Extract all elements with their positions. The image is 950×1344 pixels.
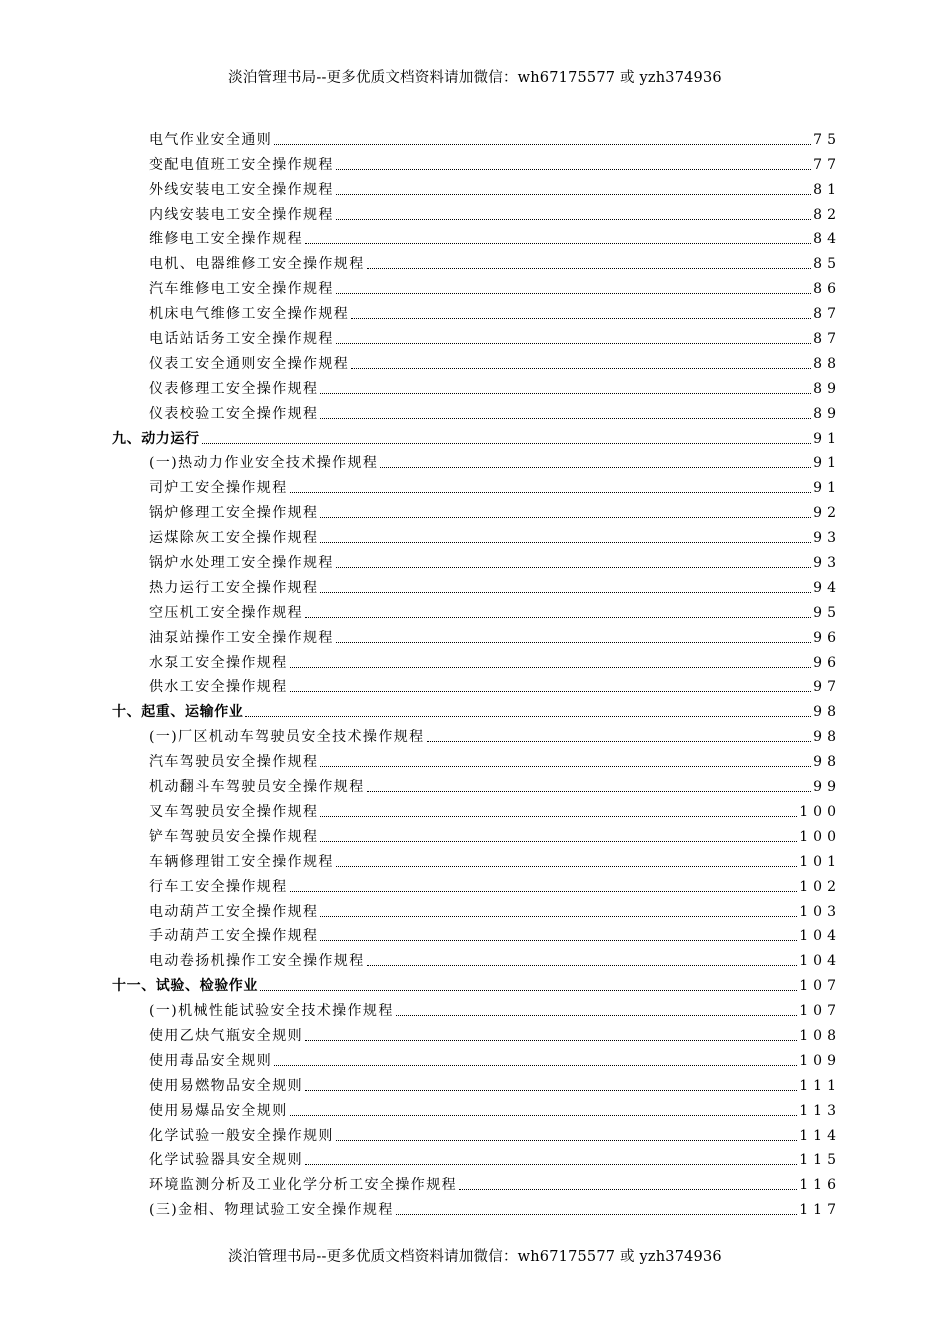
- toc-page-number: 107: [799, 1003, 841, 1020]
- toc-entry-label: 使用毒品安全规则: [149, 1052, 273, 1069]
- dot-leader: [320, 841, 797, 842]
- toc-page-number: 82: [813, 206, 841, 223]
- toc-entry-label: 机动翻斗车驾驶员安全操作规程: [149, 779, 365, 796]
- toc-entry-label: 内线安装电工安全操作规程: [149, 206, 334, 223]
- toc-page-number: 96: [813, 654, 841, 671]
- toc-entry-label: 电话站话务工安全操作规程: [149, 331, 334, 348]
- dot-leader: [336, 343, 811, 344]
- toc-entry-label: (一)机械性能试验安全技术操作规程: [149, 1003, 394, 1020]
- dot-leader: [290, 667, 812, 668]
- dot-leader: [260, 990, 797, 991]
- toc-entry-label: 汽车维修电工安全操作规程: [149, 281, 334, 298]
- toc-page-number: 84: [813, 231, 841, 248]
- toc-page-number: 102: [799, 878, 841, 895]
- toc-page-number: 109: [799, 1052, 841, 1069]
- dot-leader: [336, 219, 811, 220]
- dot-leader: [396, 1214, 798, 1215]
- toc-entry-label: 电动葫芦工安全操作规程: [149, 903, 319, 920]
- toc-entry[interactable]: [112, 746, 841, 771]
- toc-entry-label: 机床电气维修工安全操作规程: [149, 306, 350, 323]
- toc-page-number: 96: [813, 629, 841, 646]
- dot-leader: [320, 418, 811, 419]
- toc-page-number: 117: [799, 1202, 841, 1219]
- toc-entry-label: 车辆修理钳工安全操作规程: [149, 853, 334, 870]
- toc-page-number: 104: [799, 953, 841, 970]
- dot-leader: [367, 791, 812, 792]
- toc-page-number: 91: [813, 480, 841, 497]
- toc-page-number: 100: [799, 803, 841, 820]
- toc-page-number: 89: [813, 405, 841, 422]
- toc-page-number: 88: [813, 355, 841, 372]
- toc-entry[interactable]: [112, 497, 841, 522]
- toc-page-number: 116: [799, 1177, 841, 1194]
- toc-entry-label: 叉车驾驶员安全操作规程: [149, 803, 319, 820]
- toc-entry[interactable]: [112, 472, 841, 497]
- dot-leader: [320, 542, 811, 543]
- toc-entry-label: 维修电工安全操作规程: [149, 231, 303, 248]
- toc-entry-label: 九、动力运行: [112, 430, 200, 447]
- toc-entry[interactable]: [112, 672, 841, 697]
- dot-leader: [320, 766, 811, 767]
- toc-entry[interactable]: [112, 124, 841, 149]
- toc-entry[interactable]: [112, 199, 841, 224]
- toc-page-number: 91: [813, 455, 841, 472]
- toc-entry-label: 使用易爆品安全规则: [149, 1102, 288, 1119]
- toc-page-number: 98: [813, 754, 841, 771]
- toc-entry[interactable]: [112, 248, 841, 273]
- toc-entry[interactable]: [112, 547, 841, 572]
- toc-page-number: 104: [799, 928, 841, 945]
- toc-page-number: 93: [813, 530, 841, 547]
- toc-entry[interactable]: [112, 945, 841, 970]
- dot-leader: [320, 816, 797, 817]
- dot-leader: [336, 866, 797, 867]
- toc-entry-label: 油泵站操作工安全操作规程: [149, 629, 334, 646]
- toc-entry[interactable]: [112, 348, 841, 373]
- toc-page-number: 85: [813, 256, 841, 273]
- toc-entry-label: (三)金相、物理试验工安全操作规程: [149, 1202, 394, 1219]
- dot-leader: [290, 891, 798, 892]
- dot-leader: [202, 443, 812, 444]
- page-footer: 淡泊管理书局--更多优质文档资料请加微信：wh67175577 或 yzh374936: [228, 1249, 722, 1265]
- toc-entry[interactable]: [112, 373, 841, 398]
- toc-entry-label: 变配电值班工安全操作规程: [149, 156, 334, 173]
- dot-leader: [290, 492, 812, 493]
- toc-page-number: 87: [813, 306, 841, 323]
- dot-leader: [305, 1090, 797, 1091]
- toc-entry-label: 使用乙炔气瓶安全规则: [149, 1027, 303, 1044]
- toc-page-number: 89: [813, 380, 841, 397]
- toc-entry-label: 环境监测分析及工业化学分析工安全操作规程: [149, 1177, 457, 1194]
- dot-leader: [351, 368, 811, 369]
- dot-leader: [320, 592, 811, 593]
- dot-leader: [367, 268, 812, 269]
- dot-leader: [336, 567, 811, 568]
- dot-leader: [274, 1065, 797, 1066]
- toc-entry[interactable]: [112, 622, 841, 647]
- toc-entry[interactable]: [112, 846, 841, 871]
- toc-page-number: 108: [799, 1027, 841, 1044]
- toc-entry-label: 十一、试验、检验作业: [112, 978, 258, 995]
- toc-section-heading[interactable]: [112, 970, 841, 995]
- toc-entry-label: 水泵工安全操作规程: [149, 654, 288, 671]
- toc-entry-label: 热力运行工安全操作规程: [149, 579, 319, 596]
- dot-leader: [274, 144, 811, 145]
- toc-entry[interactable]: [112, 572, 841, 597]
- toc-entry-label: 仪表校验工安全操作规程: [149, 405, 319, 422]
- toc-entry-label: 使用易燃物品安全规则: [149, 1077, 303, 1094]
- dot-leader: [336, 293, 811, 294]
- dot-leader: [305, 1164, 797, 1165]
- toc-entry[interactable]: [112, 398, 841, 423]
- toc-entry-label: (一)热动力作业安全技术操作规程: [149, 455, 379, 472]
- toc-page-number: 101: [799, 853, 841, 870]
- toc-entry-label: 供水工安全操作规程: [149, 679, 288, 696]
- toc-entry[interactable]: [112, 522, 841, 547]
- toc-entry[interactable]: [112, 448, 841, 473]
- toc-entry-label: 铲车驾驶员安全操作规程: [149, 828, 319, 845]
- toc-entry[interactable]: [112, 1145, 841, 1170]
- toc-section-heading[interactable]: [112, 423, 841, 448]
- toc-entry[interactable]: [112, 796, 841, 821]
- dot-leader: [396, 1015, 798, 1016]
- toc-entry-label: 仪表工安全通则安全操作规程: [149, 355, 350, 372]
- toc-entry[interactable]: [112, 896, 841, 921]
- toc-page-number: 86: [813, 281, 841, 298]
- toc-page-number: 99: [813, 779, 841, 796]
- dot-leader: [320, 393, 811, 394]
- toc-page-number: 98: [813, 729, 841, 746]
- toc-entry-label: 汽车驾驶员安全操作规程: [149, 754, 319, 771]
- dot-leader: [336, 169, 811, 170]
- toc-page-number: 97: [813, 679, 841, 696]
- toc-entry-label: 空压机工安全操作规程: [149, 604, 303, 621]
- page-header: 淡泊管理书局--更多优质文档资料请加微信：wh67175577 或 yzh374936: [228, 70, 722, 86]
- toc-page-number: 111: [799, 1077, 841, 1094]
- toc-entry-label: 外线安装电工安全操作规程: [149, 181, 334, 198]
- table-of-contents: [112, 124, 841, 1219]
- toc-page-number: 93: [813, 555, 841, 572]
- toc-entry[interactable]: [112, 597, 841, 622]
- toc-page-number: 98: [813, 704, 841, 721]
- toc-entry[interactable]: [112, 1095, 841, 1120]
- toc-entry-label: 电动卷扬机操作工安全操作规程: [149, 953, 365, 970]
- dot-leader: [305, 1040, 797, 1041]
- dot-leader: [320, 940, 797, 941]
- dot-leader: [380, 467, 811, 468]
- toc-entry-label: 手动葫芦工安全操作规程: [149, 928, 319, 945]
- toc-entry-label: 锅炉水处理工安全操作规程: [149, 555, 334, 572]
- dot-leader: [336, 194, 811, 195]
- toc-page-number: 94: [813, 579, 841, 596]
- toc-entry[interactable]: [112, 921, 841, 946]
- toc-entry[interactable]: [112, 995, 841, 1020]
- toc-entry-label: 十、起重、运输作业: [112, 704, 244, 721]
- toc-entry[interactable]: [112, 871, 841, 896]
- dot-leader: [459, 1189, 797, 1190]
- toc-page-number: 115: [799, 1152, 841, 1169]
- toc-entry[interactable]: [112, 1070, 841, 1095]
- toc-entry-label: 电气作业安全通则: [149, 131, 273, 148]
- toc-entry-label: 行车工安全操作规程: [149, 878, 288, 895]
- toc-entry-label: 化学试验一般安全操作规则: [149, 1127, 334, 1144]
- toc-entry[interactable]: [112, 174, 841, 199]
- toc-entry[interactable]: [112, 298, 841, 323]
- toc-page-number: 95: [813, 604, 841, 621]
- toc-entry[interactable]: [112, 771, 841, 796]
- toc-page-number: 87: [813, 331, 841, 348]
- dot-leader: [290, 691, 812, 692]
- toc-entry-label: 运煤除灰工安全操作规程: [149, 530, 319, 547]
- toc-entry-label: 司炉工安全操作规程: [149, 480, 288, 497]
- dot-leader: [320, 916, 797, 917]
- dot-leader: [336, 642, 811, 643]
- toc-entry[interactable]: [112, 821, 841, 846]
- toc-entry[interactable]: [112, 1020, 841, 1045]
- toc-entry-label: 电机、电器维修工安全操作规程: [149, 256, 365, 273]
- toc-section-heading[interactable]: [112, 696, 841, 721]
- dot-leader: [427, 741, 812, 742]
- toc-entry[interactable]: [112, 1194, 841, 1219]
- dot-leader: [320, 517, 811, 518]
- dot-leader: [336, 1140, 797, 1141]
- toc-entry[interactable]: [112, 647, 841, 672]
- toc-page-number: 113: [799, 1102, 841, 1119]
- toc-page-number: 114: [799, 1127, 841, 1144]
- toc-page-number: 91: [813, 430, 841, 447]
- dot-leader: [305, 243, 811, 244]
- toc-entry[interactable]: [112, 1169, 841, 1194]
- dot-leader: [290, 1115, 798, 1116]
- toc-entry[interactable]: [112, 1045, 841, 1070]
- dot-leader: [245, 716, 811, 717]
- toc-page-number: 77: [813, 156, 841, 173]
- toc-entry[interactable]: [112, 224, 841, 249]
- toc-entry-label: 仪表修理工安全操作规程: [149, 380, 319, 397]
- toc-page-number: 92: [813, 505, 841, 522]
- toc-entry-label: 化学试验器具安全规则: [149, 1152, 303, 1169]
- dot-leader: [367, 965, 798, 966]
- toc-page-number: 81: [813, 181, 841, 198]
- dot-leader: [351, 318, 811, 319]
- toc-entry-label: 锅炉修理工安全操作规程: [149, 505, 319, 522]
- toc-page-number: 75: [813, 131, 841, 148]
- toc-entry[interactable]: [112, 1120, 841, 1145]
- toc-entry[interactable]: [112, 273, 841, 298]
- toc-entry[interactable]: [112, 323, 841, 348]
- dot-leader: [305, 617, 811, 618]
- toc-page-number: 103: [799, 903, 841, 920]
- toc-entry-label: (一)厂区机动车驾驶员安全技术操作规程: [149, 729, 425, 746]
- toc-entry[interactable]: [112, 721, 841, 746]
- toc-page-number: 100: [799, 828, 841, 845]
- toc-entry[interactable]: [112, 149, 841, 174]
- toc-page-number: 107: [799, 978, 841, 995]
